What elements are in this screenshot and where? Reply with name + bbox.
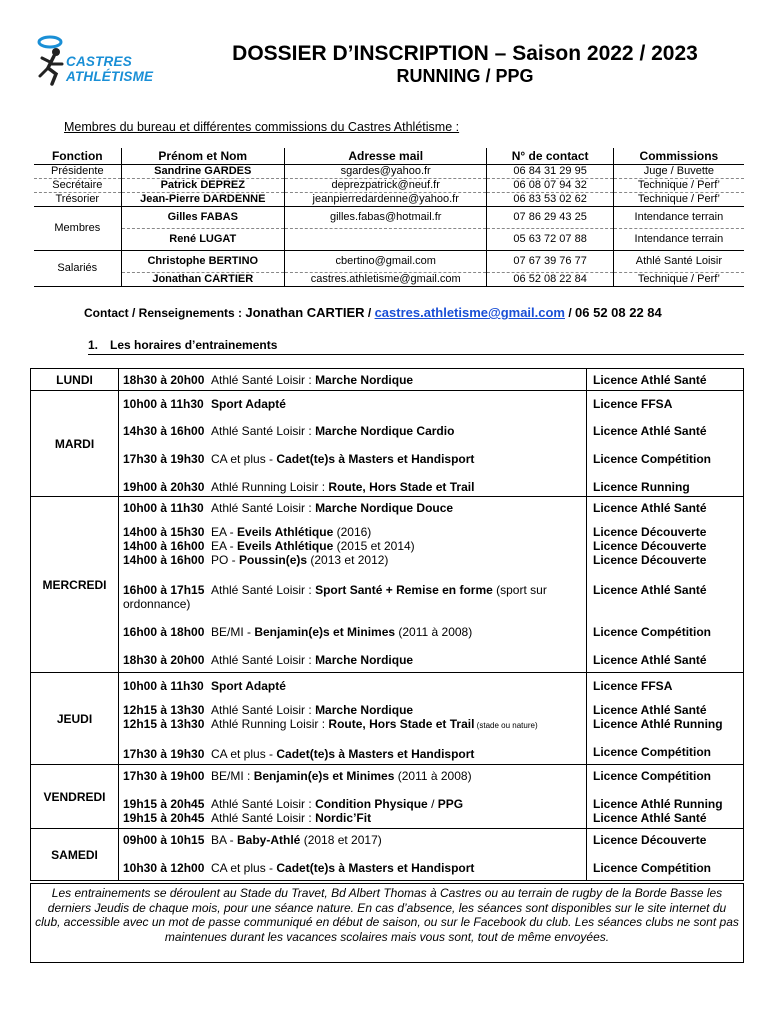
- slot-years: (2011 à 2008): [394, 769, 472, 783]
- day-jeudi: JEUDI: [31, 673, 119, 765]
- slot-years: (2016): [333, 525, 372, 539]
- cell-fonction: Trésorier: [34, 192, 121, 206]
- header-mail: Adresse mail: [284, 148, 487, 164]
- cell-fonction: Membres: [34, 206, 121, 250]
- slot-activity: Benjamin(e)s et Minimes: [254, 625, 396, 639]
- contact-sep-1: /: [364, 306, 375, 320]
- licence-label: Licence Compétition: [593, 745, 712, 759]
- activity-cell: [119, 673, 587, 765]
- cell-commission: Technique / Perf’: [613, 192, 744, 206]
- slot-note: (sport sur: [492, 583, 547, 597]
- licence-label: Licence Découverte: [593, 525, 707, 539]
- contact-phone: 06 52 08 22 84: [575, 305, 662, 320]
- slot-category: CA et plus -: [211, 747, 277, 761]
- licence-label: Licence Athlé Santé: [593, 501, 707, 515]
- slot-note: (stade ou nature): [474, 721, 538, 730]
- table-row: [34, 164, 744, 178]
- day-mardi: MARDI: [31, 391, 119, 497]
- slot-activity: Marche Nordique Douce: [315, 501, 454, 515]
- licence-label: Licence Compétition: [593, 625, 712, 639]
- cell-commission: Juge / Buvette: [613, 164, 744, 178]
- contact-line: [84, 305, 662, 320]
- bureau-table: [34, 148, 744, 287]
- schedule-row-vendredi: [31, 765, 744, 829]
- slot-time: 18h30 à 20h00: [123, 373, 205, 387]
- contact-label: Contact / Renseignements :: [84, 306, 246, 320]
- header-commission: Commissions: [613, 148, 744, 164]
- cell-mail: [284, 228, 487, 250]
- licence-label: Licence Athlé Santé: [593, 653, 707, 667]
- cell-tel: 06 83 53 02 62: [487, 192, 613, 206]
- cell-nom: Sandrine GARDES: [121, 164, 284, 178]
- section-number: 1.: [88, 338, 99, 352]
- slot-category: BE/MI -: [211, 625, 255, 639]
- slot-years: (2018 et 2017): [300, 833, 382, 847]
- slot-category: Athlé Santé Loisir :: [211, 373, 316, 387]
- cell-fonction: Secrétaire: [34, 178, 121, 192]
- slot-time: 14h00 à 16h00: [123, 553, 205, 567]
- licence-cell: [587, 765, 744, 829]
- licence-label: Licence Athlé Running: [593, 717, 723, 731]
- slot-category: PO -: [211, 553, 240, 567]
- licence-cell: [587, 497, 744, 673]
- slot-activity: Eveils Athlétique: [237, 539, 334, 553]
- cell-tel: 07 86 29 43 25: [487, 206, 613, 228]
- slot-activity: Marche Nordique: [315, 373, 414, 387]
- slot-time: 14h00 à 15h30: [123, 525, 205, 539]
- schedule-row-samedi: [31, 829, 744, 881]
- activity-cell: [119, 829, 587, 881]
- schedule-row-mercredi: [31, 497, 744, 673]
- slot-activity: Condition Physique: [315, 797, 428, 811]
- slot-time: 16h00 à 18h00: [123, 625, 205, 639]
- day-vendredi: VENDREDI: [31, 765, 119, 829]
- cell-tel: 07 67 39 76 77: [487, 250, 613, 272]
- table-row: [34, 192, 744, 206]
- schedule-row-jeudi: [31, 673, 744, 765]
- licence-label: Licence Athlé Santé: [593, 583, 707, 597]
- slot-time: 14h30 à 16h00: [123, 424, 205, 438]
- bureau-header-row: [34, 148, 744, 164]
- slot-activity: Sport Adapté: [211, 679, 286, 693]
- slot-activity: Sport Santé + Remise en forme: [315, 583, 493, 597]
- cell-commission: Intendance terrain: [613, 228, 744, 250]
- slot-category: EA -: [211, 539, 238, 553]
- cell-mail[interactable]: deprezpatrick@neuf.fr: [284, 178, 487, 192]
- licence-cell: [587, 391, 744, 497]
- licence-label: Licence Athlé Santé: [593, 373, 707, 387]
- logo-line-2: ATHLÉTISME: [66, 69, 154, 84]
- day-lundi: LUNDI: [31, 369, 119, 391]
- slot-activity: Eveils Athlétique: [237, 525, 334, 539]
- slot-category: Athlé Santé Loisir :: [211, 797, 316, 811]
- cell-fonction: Salariés: [34, 250, 121, 286]
- slot-years: (2013 et 2012): [307, 553, 389, 567]
- header-fonction: Fonction: [34, 148, 121, 164]
- slot-activity: Route, Hors Stade et Trail: [328, 480, 475, 494]
- licence-label: Licence Athlé Santé: [593, 703, 707, 717]
- activity-cell: [119, 765, 587, 829]
- slot-activity: Marche Nordique: [315, 653, 414, 667]
- slot-time: 10h30 à 12h00: [123, 861, 205, 875]
- slot-note-cont: ordonnance): [123, 597, 191, 611]
- activity-cell: [119, 391, 587, 497]
- slot-time: 16h00 à 17h15: [123, 583, 205, 597]
- cell-tel: 05 63 72 07 88: [487, 228, 613, 250]
- licence-label: Licence Athlé Santé: [593, 811, 707, 825]
- schedule-row-lundi: [31, 369, 744, 391]
- table-row: [34, 178, 744, 192]
- licence-cell: [587, 829, 744, 881]
- cell-tel: 06 08 07 94 32: [487, 178, 613, 192]
- cell-nom: Patrick DEPREZ: [121, 178, 284, 192]
- cell-commission: Technique / Perf’: [613, 272, 744, 286]
- slot-time: 17h30 à 19h30: [123, 747, 205, 761]
- table-row: [34, 250, 744, 272]
- slot-time: 12h15 à 13h30: [123, 703, 205, 717]
- slot-category: EA -: [211, 525, 238, 539]
- slot-activity: Route, Hors Stade et Trail: [328, 717, 475, 731]
- cell-mail[interactable]: jeanpierredardenne@yahoo.fr: [284, 192, 487, 206]
- slot-time: 18h30 à 20h00: [123, 653, 205, 667]
- slot-activity: Benjamin(e)s et Minimes: [253, 769, 395, 783]
- slot-category: BE/MI :: [211, 769, 254, 783]
- slot-category: BA -: [211, 833, 238, 847]
- slot-category: Athlé Santé Loisir :: [211, 653, 316, 667]
- page-subtitle: RUNNING / PPG: [396, 66, 534, 86]
- cell-tel: 06 84 31 29 95: [487, 164, 613, 178]
- slot-category: Athlé Santé Loisir :: [211, 703, 316, 717]
- slot-category: Athlé Running Loisir :: [211, 480, 329, 494]
- cell-mail[interactable]: sgardes@yahoo.fr: [284, 164, 487, 178]
- slot-time: 10h00 à 11h30: [123, 679, 204, 693]
- slot-years: (2015 et 2014): [333, 539, 415, 553]
- licence-cell: [587, 673, 744, 765]
- licence-label: Licence FFSA: [593, 397, 673, 411]
- cell-commission: Technique / Perf’: [613, 178, 744, 192]
- slot-activity: Cadet(te)s à Masters et Handisport: [276, 452, 475, 466]
- day-samedi: SAMEDI: [31, 829, 119, 881]
- slot-time: 19h15 à 20h45: [123, 811, 205, 825]
- licence-label: Licence Compétition: [593, 452, 712, 466]
- activity-cell: [119, 497, 587, 673]
- slot-years: (2011 à 2008): [395, 625, 473, 639]
- contact-email-link[interactable]: castres.athletisme@gmail.com: [374, 305, 565, 320]
- slot-category: CA et plus -: [211, 861, 277, 875]
- licence-label: Licence Découverte: [593, 539, 707, 553]
- cell-tel: 06 52 08 22 84: [487, 272, 613, 286]
- slot-activity-2: PPG: [437, 797, 464, 811]
- cell-nom: Jonathan CARTIER: [121, 272, 284, 286]
- page-title: DOSSIER D’INSCRIPTION – Saison 2022 / 2023: [232, 42, 698, 65]
- slot-time: 12h15 à 13h30: [123, 717, 205, 731]
- slot-activity: Poussin(e)s: [239, 553, 308, 567]
- cell-commission: Intendance terrain: [613, 206, 744, 228]
- cell-fonction: Présidente: [34, 164, 121, 178]
- slot-activity: Cadet(te)s à Masters et Handisport: [276, 861, 475, 875]
- cell-mail[interactable]: gilles.fabas@hotmail.fr: [284, 206, 487, 228]
- licence-label: Licence Découverte: [593, 553, 707, 567]
- slot-activity: Nordic’Fit: [315, 811, 372, 825]
- section-heading: [88, 338, 744, 355]
- slot-category: Athlé Santé Loisir :: [211, 811, 316, 825]
- cell-nom: Gilles FABAS: [121, 206, 284, 228]
- day-mercredi: MERCREDI: [31, 497, 119, 673]
- cell-nom: Christophe BERTINO: [121, 250, 284, 272]
- slot-activity: Marche Nordique Cardio: [315, 424, 455, 438]
- cell-nom: René LUGAT: [121, 228, 284, 250]
- licence-cell: [587, 369, 744, 391]
- header-tel: N° de contact: [487, 148, 613, 164]
- cell-mail[interactable]: cbertino@gmail.com: [284, 250, 487, 272]
- intro-text: Membres du bureau et différentes commissions du Castres Athlétisme :: [64, 120, 460, 134]
- club-logo: [34, 34, 164, 88]
- slot-time: 10h00 à 11h30: [123, 397, 204, 411]
- footer-note: Les entrainements se déroulent au Stade du Travet, Bd Albert Thomas à Castres ou au terrain de rugby de la Borde Basse les derniers Jeudis de chaque mois, pour une séance nature. En cas d’absence, les séances sont disponibles sur le site internet du club, accessible avec un mot de passe communiqué en début de saison, ou sur le Facebook du club. Les séances clubs ne sont pas maintenues durant les vacances scolaires mais vous sont, tout de même envoyées.: [30, 883, 744, 963]
- slot-activity: Marche Nordique: [315, 703, 414, 717]
- slot-time: 17h30 à 19h00: [123, 769, 205, 783]
- section-title: Les horaires d’entrainements: [110, 338, 278, 352]
- slot-time: 14h00 à 16h00: [123, 539, 205, 553]
- slot-category: Athlé Running Loisir :: [211, 717, 329, 731]
- slot-category: Athlé Santé Loisir :: [211, 501, 316, 515]
- slot-time: 09h00 à 10h15: [123, 833, 205, 847]
- schedule-row-mardi: [31, 391, 744, 497]
- slot-time: 19h15 à 20h45: [123, 797, 205, 811]
- cell-mail[interactable]: castres.athletisme@gmail.com: [284, 272, 487, 286]
- slot-separator: /: [427, 797, 438, 811]
- contact-sep-2: /: [565, 306, 576, 320]
- slot-activity: Baby-Athlé: [237, 833, 301, 847]
- licence-label: Licence Athlé Running: [593, 797, 723, 811]
- slot-activity: Sport Adapté: [211, 397, 286, 411]
- logo-line-1: CASTRES: [66, 54, 132, 69]
- licence-label: Licence Découverte: [593, 833, 707, 847]
- licence-label: Licence Running: [593, 480, 690, 494]
- slot-activity: Cadet(te)s à Masters et Handisport: [276, 747, 475, 761]
- activity-cell: [119, 369, 587, 391]
- slot-time: 17h30 à 19h30: [123, 452, 205, 466]
- table-row: [34, 228, 744, 250]
- contact-name: Jonathan CARTIER: [245, 305, 365, 320]
- slot-category: Athlé Santé Loisir :: [211, 424, 316, 438]
- slot-category: CA et plus -: [211, 452, 277, 466]
- slot-time: 10h00 à 11h30: [123, 501, 204, 515]
- licence-label: Licence Compétition: [593, 861, 712, 875]
- slot-time: 19h00 à 20h30: [123, 480, 205, 494]
- table-row: [34, 272, 744, 286]
- licence-label: Licence FFSA: [593, 679, 673, 693]
- cell-commission: Athlé Santé Loisir: [613, 250, 744, 272]
- header-nom: Prénom et Nom: [121, 148, 284, 164]
- table-row: [34, 206, 744, 228]
- slot-category: Athlé Santé Loisir :: [211, 583, 316, 597]
- licence-label: Licence Athlé Santé: [593, 424, 707, 438]
- runner-logo-icon: [34, 34, 70, 88]
- cell-nom: Jean-Pierre DARDENNE: [121, 192, 284, 206]
- licence-label: Licence Compétition: [593, 769, 712, 783]
- schedule-table: [30, 368, 744, 881]
